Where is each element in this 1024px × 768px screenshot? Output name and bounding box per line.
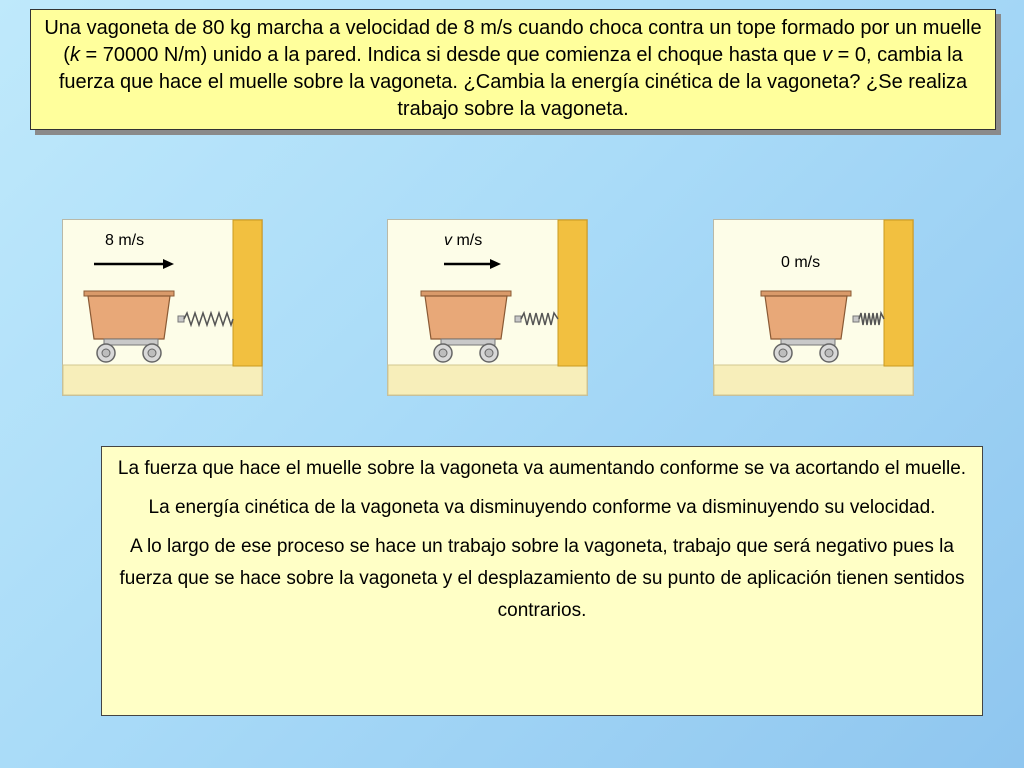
question-text-part-2: = 70000 N/m) unido a la pared. Indica si desde que comienza el choque hasta que: [79, 44, 823, 66]
cart-spring-illustration-1: [62, 219, 263, 396]
cart: [88, 296, 170, 339]
question-text-part-3: = 0, cambia la fuerza que hace el muelle sobre la vagoneta. ¿Cambia la energía cinética de la vagoneta? ¿Se realiza trabajo sobre la vagoneta.: [58, 44, 968, 120]
cart: [425, 296, 507, 339]
question-text: [41, 15, 985, 123]
diagram-panel-3: [713, 219, 914, 396]
answer-paragraph-2: La energía cinética de la vagoneta va disminuyendo conforme va disminuyendo su velocidad.: [148, 497, 936, 518]
diagram-panel-2: [387, 219, 588, 396]
answer-box: [101, 446, 983, 716]
spring-constant-symbol: k: [69, 44, 80, 66]
velocity-unit: m/s: [452, 232, 483, 249]
cart: [765, 296, 847, 339]
velocity-symbol: v: [822, 44, 833, 66]
answer-paragraph-1: La fuerza que hace el muelle sobre la vagoneta va aumentando conforme se va acortando el muelle.: [117, 458, 967, 479]
cart-spring-illustration-3: [713, 219, 914, 396]
diagram-panel-1: [62, 219, 263, 396]
answer-paragraph-3: A lo largo de ese proceso se hace un trabajo sobre la vagoneta, trabajo que será negativo pues la fuerza que se hace sobre la vagoneta y el desplazamiento de su punto de aplicación tienen sentidos contrarios.: [119, 536, 965, 621]
speed-label-1: 8 m/s: [105, 232, 145, 249]
speed-label-2: [444, 232, 482, 250]
cart-spring-illustration-2: [387, 219, 588, 396]
question-box: [30, 9, 996, 130]
question-text-part-1: Una vagoneta de 80 kg marcha a velocidad de 8 m/s cuando choca contra un tope formado por un muelle (: [44, 17, 982, 66]
velocity-variable: v: [444, 232, 452, 249]
speed-label-3: 0 m/s: [781, 254, 821, 271]
